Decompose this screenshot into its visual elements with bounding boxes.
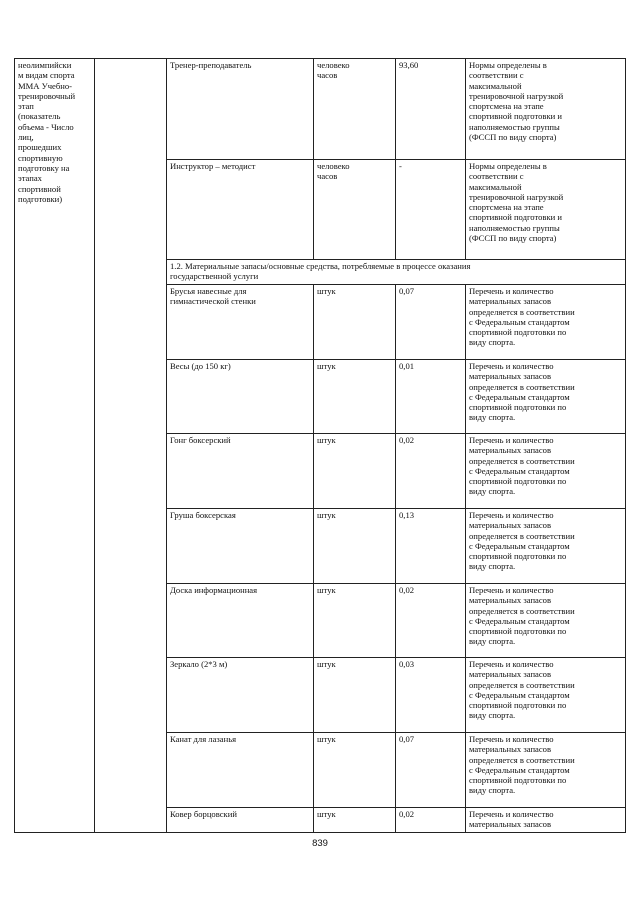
- row-note: Нормы определены в соответствии с максимальной тренировочной нагрузкой спортсмена на этапе спортивной подготовки и наполняемостью группы (ФССП по виду спорта): [466, 160, 626, 260]
- row-value: 0,02: [396, 584, 466, 658]
- row-value: 0,13: [396, 509, 466, 584]
- row-name: Канат для лазанья: [167, 733, 314, 808]
- page-number: 839: [312, 838, 328, 849]
- row-note: Перечень и количество материальных запасов определяется в соответствии с Федеральным стандартом спортивной подготовки по виду спорта.: [466, 509, 626, 584]
- row-name: Ковер борцовский: [167, 808, 314, 833]
- row-note: Перечень и количество материальных запасов определяется в соответствии с Федеральным стандартом спортивной подготовки по виду спорта.: [466, 733, 626, 808]
- row-note: Перечень и количество материальных запасов определяется в соответствии с Федеральным стандартом спортивной подготовки по виду спорта.: [466, 360, 626, 434]
- row-value: 0,02: [396, 434, 466, 509]
- row-name: Доска информационная: [167, 584, 314, 658]
- row-value: 0,07: [396, 733, 466, 808]
- row-unit: человеко часов: [314, 160, 396, 260]
- row-name: Весы (до 150 кг): [167, 360, 314, 434]
- row-unit: штук: [314, 733, 396, 808]
- section-heading: 1.2. Материальные запасы/основные средства, потребляемые в процессе оказания государственной услуги: [167, 260, 626, 285]
- row-unit: штук: [314, 509, 396, 584]
- row-value: 0,01: [396, 360, 466, 434]
- row-name: Брусья навесные для гимнастической стенки: [167, 285, 314, 360]
- row-note: Перечень и количество материальных запасов определяется в соответствии с Федеральным стандартом спортивной подготовки по виду спорта.: [466, 434, 626, 509]
- row-name: Инструктор – методист: [167, 160, 314, 260]
- row-value: 93,60: [396, 59, 466, 160]
- row-value: 0,03: [396, 658, 466, 733]
- row-unit: штук: [314, 584, 396, 658]
- row-name: Гонг боксерский: [167, 434, 314, 509]
- service-description-cell: неолимпийски м видам спорта ММА Учебно- тренировочный этап (показатель объема - Число лиц, прошедших спортивную подготовку на этапах спортивной подготовки): [15, 59, 95, 833]
- row-name: Груша боксерская: [167, 509, 314, 584]
- row-note: Перечень и количество материальных запасов определяется в соответствии с Федеральным стандартом спортивной подготовки по виду спорта.: [466, 658, 626, 733]
- norms-table: [14, 58, 626, 833]
- table-row: [15, 59, 626, 160]
- row-note: Перечень и количество материальных запасов определяется в соответствии с Федеральным стандартом спортивной подготовки по виду спорта.: [466, 584, 626, 658]
- row-unit: штук: [314, 285, 396, 360]
- row-value: -: [396, 160, 466, 260]
- row-unit: штук: [314, 658, 396, 733]
- row-note: Перечень и количество материальных запасов: [466, 808, 626, 833]
- row-unit: человеко часов: [314, 59, 396, 160]
- row-name: Тренер-преподаватель: [167, 59, 314, 160]
- row-value: 0,07: [396, 285, 466, 360]
- empty-cell: [95, 59, 167, 833]
- row-unit: штук: [314, 360, 396, 434]
- row-unit: штук: [314, 434, 396, 509]
- row-unit: штук: [314, 808, 396, 833]
- row-name: Зеркало (2*3 м): [167, 658, 314, 733]
- row-note: Перечень и количество материальных запасов определяется в соответствии с Федеральным стандартом спортивной подготовки по виду спорта.: [466, 285, 626, 360]
- row-value: 0,02: [396, 808, 466, 833]
- row-note: Нормы определены в соответствии с максимальной тренировочной нагрузкой спортсмена на этапе спортивной подготовки и наполняемостью группы (ФССП по виду спорта): [466, 59, 626, 160]
